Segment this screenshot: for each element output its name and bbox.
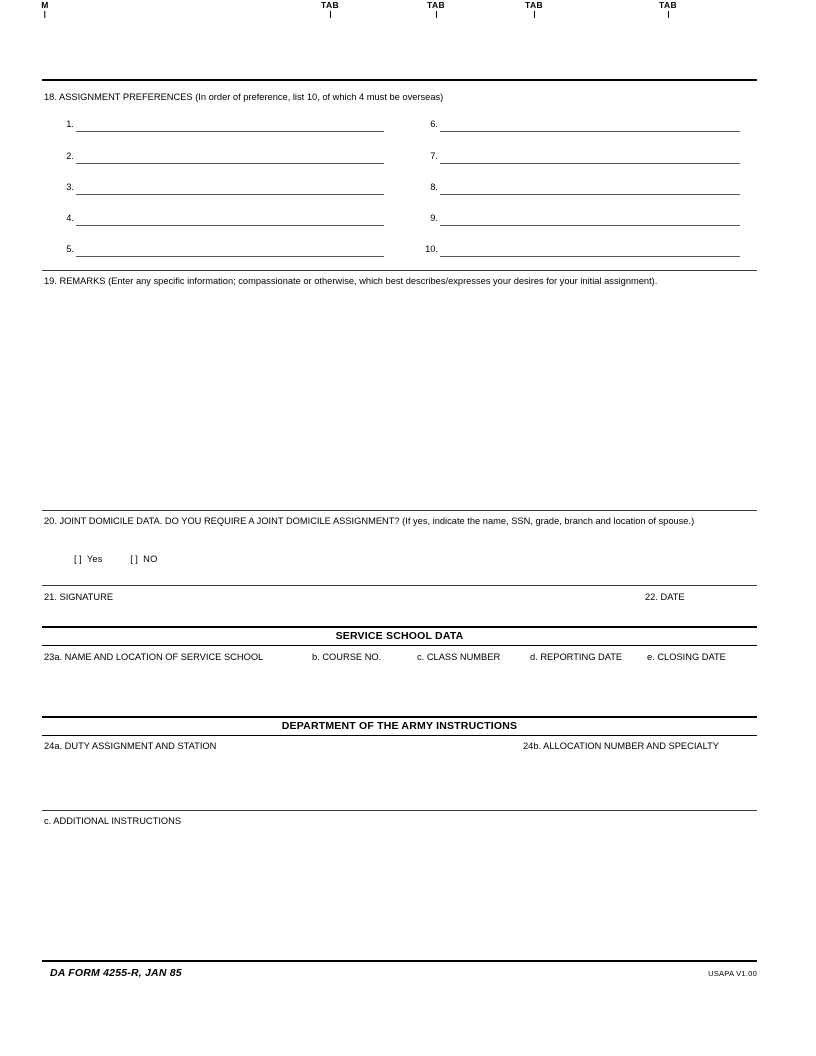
service-school-col-class: c. CLASS NUMBER	[417, 652, 501, 662]
ruler-origin-label: M	[41, 0, 49, 10]
preference-row-6	[430, 118, 740, 132]
no-label: NO	[143, 554, 158, 564]
ruler-tab-4-tick	[667, 11, 668, 18]
item22-label: 22. DATE	[645, 592, 685, 602]
item24c-input[interactable]	[44, 832, 757, 947]
top-divider	[42, 79, 757, 81]
service-school-input-name[interactable]	[44, 666, 309, 710]
signature-top-divider	[42, 585, 757, 586]
preference-row-9	[430, 212, 740, 226]
item19-top-divider	[42, 270, 757, 271]
preference-number-5: 5.	[66, 244, 74, 254]
ruler-tab-1	[321, 0, 339, 18]
item18-label: 18. ASSIGNMENT PREFERENCES (In order of preference, list 10, of which 4 must be overseas)	[44, 92, 444, 102]
service-school-input-course[interactable]	[312, 666, 412, 710]
preference-number-7: 7.	[430, 151, 438, 161]
item24b-label: 24b. ALLOCATION NUMBER AND SPECIALTY	[523, 741, 719, 751]
ruler-tab-1-label: TAB	[320, 0, 340, 10]
preference-row-1	[66, 118, 384, 132]
yes-bracket-open: [	[74, 554, 80, 564]
item21-signature-input[interactable]	[44, 605, 634, 623]
ruler-tab-4	[659, 0, 677, 18]
ruler-tab-3	[525, 0, 543, 18]
preference-input-5[interactable]	[76, 256, 384, 257]
preference-row-7	[430, 150, 740, 164]
footer-divider	[42, 960, 757, 962]
service-school-input-closing[interactable]	[647, 666, 757, 710]
preference-row-4	[66, 212, 384, 226]
preference-number-8: 8.	[430, 182, 438, 192]
army-instructions-title: DEPARTMENT OF THE ARMY INSTRUCTIONS	[281, 720, 518, 732]
item24a-label: 24a. DUTY ASSIGNMENT AND STATION	[44, 741, 217, 751]
service-school-top-divider	[42, 626, 757, 628]
no-checkbox[interactable]	[130, 554, 140, 564]
joint-domicile-choices	[74, 553, 158, 565]
item19-remarks-input[interactable]	[44, 292, 757, 500]
preference-row-8	[430, 181, 740, 195]
preference-number-9: 9.	[430, 213, 438, 223]
preference-number-1: 1.	[66, 119, 74, 129]
preference-input-6[interactable]	[440, 131, 740, 132]
service-school-col-name: 23a. NAME AND LOCATION OF SERVICE SCHOOL	[44, 652, 264, 662]
ruler-tab-2	[427, 0, 445, 18]
item20-top-divider	[42, 510, 757, 511]
preference-number-3: 3.	[66, 182, 74, 192]
army-instructions-top-divider	[42, 716, 757, 718]
service-school-col-reporting: d. REPORTING DATE	[530, 652, 623, 662]
preference-input-3[interactable]	[76, 194, 384, 195]
preference-input-8[interactable]	[440, 194, 740, 195]
preference-input-1[interactable]	[76, 131, 384, 132]
service-school-title-divider	[42, 645, 757, 646]
yes-label: Yes	[86, 554, 103, 564]
item22-date-input[interactable]	[645, 605, 755, 623]
ruler-tab-2-label: TAB	[426, 0, 446, 10]
preference-number-2: 2.	[66, 151, 74, 161]
preference-input-9[interactable]	[440, 225, 740, 226]
ruler-tab-1-tick	[329, 11, 330, 18]
item20-label: 20. JOINT DOMICILE DATA. DO YOU REQUIRE A JOINT DOMICILE ASSIGNMENT? (If yes, indicate the name, SSN, grade, branch and location of spouse.)	[44, 516, 695, 526]
no-bracket-open: [	[130, 554, 136, 564]
service-school-col-course: b. COURSE NO.	[312, 652, 382, 662]
army-instructions-title-divider	[42, 735, 757, 736]
tab-ruler	[0, 0, 816, 30]
ruler-tab-2-tick	[435, 11, 436, 18]
item24b-input[interactable]	[523, 755, 757, 805]
item24a-input[interactable]	[44, 755, 514, 805]
preference-input-4[interactable]	[76, 225, 384, 226]
no-bracket-close: ]	[135, 554, 141, 564]
preference-number-6: 6.	[430, 119, 438, 129]
service-school-input-reporting[interactable]	[530, 666, 642, 710]
ruler-origin-marker	[41, 0, 48, 18]
item19-label: 19. REMARKS (Enter any specific information; compassionate or otherwise, which best describes/expresses your desires for your initial assignment).	[44, 276, 658, 286]
footer-version: USAPA V1.00	[708, 969, 757, 978]
service-school-title: SERVICE SCHOOL DATA	[335, 630, 464, 642]
ruler-tab-4-label: TAB	[658, 0, 678, 10]
preference-input-10[interactable]	[440, 256, 740, 257]
preference-number-10: 10.	[425, 244, 438, 254]
preference-row-5	[66, 243, 384, 257]
preference-number-4: 4.	[66, 213, 74, 223]
service-school-input-class[interactable]	[417, 666, 525, 710]
item24c-label: c. ADDITIONAL INSTRUCTIONS	[44, 816, 182, 826]
item21-label: 21. SIGNATURE	[44, 592, 114, 602]
yes-bracket-close: ]	[79, 554, 85, 564]
item24c-top-divider	[42, 810, 757, 811]
preference-input-2[interactable]	[76, 163, 384, 164]
ruler-origin-tick	[44, 11, 45, 18]
preference-input-7[interactable]	[440, 163, 740, 164]
yes-checkbox[interactable]	[74, 554, 84, 564]
ruler-tab-3-tick	[533, 11, 534, 18]
service-school-col-closing: e. CLOSING DATE	[647, 652, 726, 662]
preference-row-2	[66, 150, 384, 164]
footer-form-id: DA FORM 4255-R, JAN 85	[50, 967, 182, 979]
preference-row-3	[66, 181, 384, 195]
preference-row-10	[425, 243, 740, 257]
ruler-tab-3-label: TAB	[524, 0, 544, 10]
